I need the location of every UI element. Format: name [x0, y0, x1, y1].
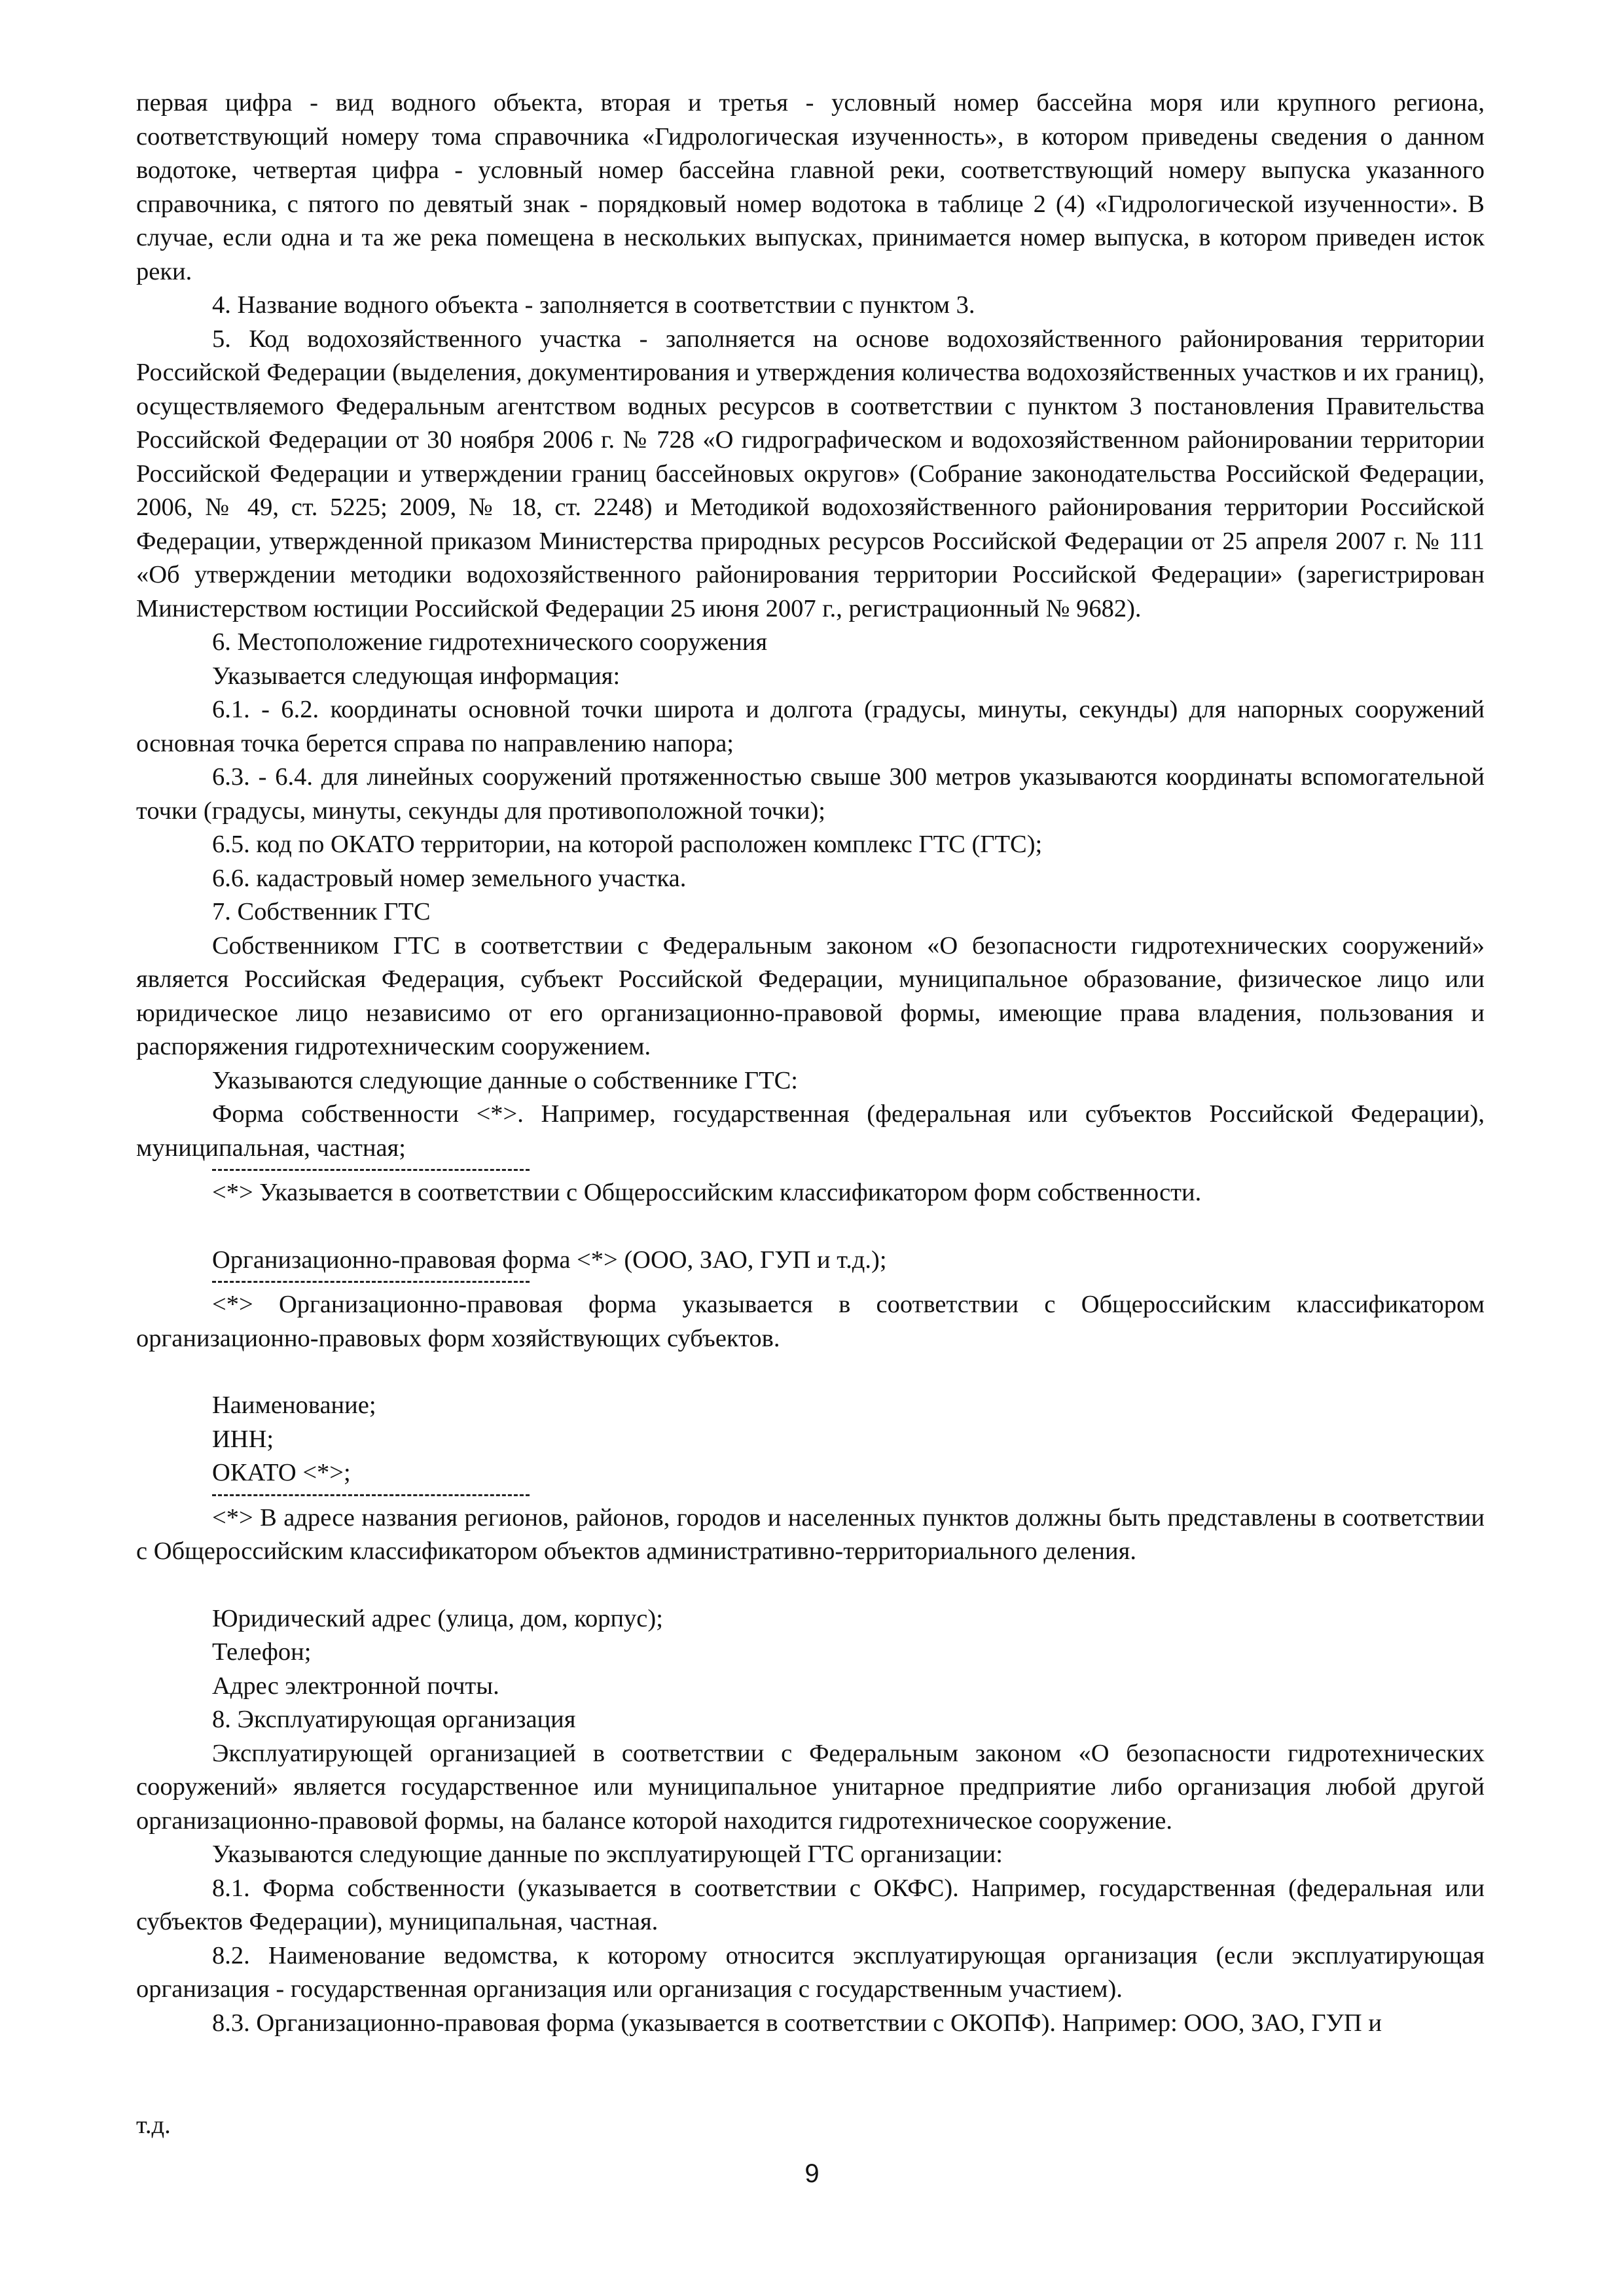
paragraph-item-4: 4. Название водного объекта - заполняется в соответствии с пунктом 3. — [212, 291, 975, 319]
paragraph-email: Адрес электронной почты. — [212, 1672, 499, 1700]
paragraph-operator-definition: Эксплуатирующей организацией в соответствии с Федеральным законом «О безопасности гидротехнических сооружений» является государственное или муниципальное унитарное предприятие либо организация любой другой организационно-правовой формы, на балансе которой находится гидротехническое сооружение. — [136, 1739, 1485, 1835]
paragraph-item-6-1-6-2: 6.1. - 6.2. координаты основной точки широта и долгота (градусы, минуты, секунды) для напорных сооружений основная точка берется справа по направлению напора; — [136, 696, 1485, 757]
paragraph-item-6-5: 6.5. код по ОКАТО территории, на которой расположен комплекс ГТС (ГТС); — [212, 831, 1043, 858]
paragraph-item-8-1: 8.1. Форма собственности (указывается в соответствии с ОКФС). Например, государственная (федеральная или субъектов Федерации), муниципальная, частная. — [136, 1874, 1485, 1935]
paragraph-owner-definition: Собственником ГТС в соответствии с Федеральным законом «О безопасности гидротехнических сооружений» является Российская Федерация, субъект Российской Федерации, муниципальное образование, физическое лицо или юридическое лицо независимо от его организационно-правовой формы, имеющие права владения, пользования и распоряжения гидротехническим сооружением. — [136, 931, 1485, 1060]
paragraph-code-digits: первая цифра - вид водного объекта, вторая и третья - условный номер бассейна моря или крупного региона, соответствующий номеру тома справочника «Гидрологическая изученность», в котором приведены сведения о данном водотоке, четвертая цифра - условный номер бассейна главной реки, соответствующий номеру выпуска указанного справочника, с пятого по девятый знак - порядковый номер водотока в таблице 2 (4) «Гидрологической изученности». В случае, если одна и та же река помещена в нескольких выпусках, принимается номер выпуска, в котором приведен исток реки. — [136, 89, 1485, 285]
paragraph-ownership-form: Форма собственности <*>. Например, государственная (федеральная или субъектов Российской Федерации), муниципальная, частная; — [136, 1100, 1485, 1162]
footnote-separator — [212, 1281, 530, 1283]
paragraph-item-6-3-6-4: 6.3. - 6.4. для линейных сооружений протяженностью свыше 300 метров указываются координаты вспомогательной точки (градусы, минуты, секунды для противоположной точки); — [136, 763, 1485, 825]
footnote-address-classifier: <*> В адресе названия регионов, районов, городов и населенных пунктов должны быть представлены в соответствии с Общероссийским классификатором объектов административно-территориального деления. — [136, 1503, 1485, 1565]
paragraph-item-7-heading: 7. Собственник ГТС — [212, 898, 431, 925]
paragraph-item-6-6: 6.6. кадастровый номер земельного участка. — [212, 864, 687, 892]
paragraph-phone: Телефон; — [212, 1638, 312, 1666]
paragraph-owner-data-intro: Указываются следующие данные о собственнике ГТС: — [212, 1066, 798, 1094]
spacer — [136, 1210, 1485, 1244]
paragraph-item-5: 5. Код водохозяйственного участка - заполняется на основе водохозяйственного районирования территории Российской Федерации (выделения, документирования и утверждения количества водохозяйственных участков и их границ), осуществляемого Федеральным агентством водных ресурсов в соответствии с пунктом 3 постановления Правительства Российской Федерации от 30 ноября 2006 г. № 728 «О гидрографическом и водохозяйственном районировании территории Российской Федерации и утверждении границ бассейновых округов» (Собрание законодательства Российской Федерации, 2006, № 49, ст. 5225; 2009, № 18, ст. 2248) и Методикой водохозяйственного районирования территории Российской Федерации, утвержденной приказом Министерства природных ресурсов Российской Федерации от 25 апреля 2007 г. № 111 «Об утверждении методики водохозяйственного районирования территории Российской Федерации» (зарегистрирован Министерством юстиции Российской Федерации 25 июня 2007 г., регистрационный № 9682). — [136, 325, 1485, 622]
footnote-separator — [212, 1169, 530, 1171]
paragraph-item-6-intro: Указывается следующая информация: — [212, 662, 621, 690]
paragraph-legal-form: Организационно-правовая форма <*> (ООО, ЗАО, ГУП и т.д.); — [212, 1246, 887, 1274]
paragraph-owner-inn: ИНН; — [212, 1425, 274, 1453]
continued-text: т.д. — [136, 2111, 171, 2139]
paragraph-item-8-heading: 8. Эксплуатирующая организация — [212, 1706, 576, 1733]
paragraph-owner-okato: ОКАТО <*>; — [212, 1459, 351, 1486]
spacer — [136, 1569, 1485, 1602]
page-number: 9 — [804, 2159, 820, 2188]
footnote-separator — [212, 1494, 530, 1496]
paragraph-owner-name: Наименование; — [212, 1391, 376, 1419]
paragraph-item-6-heading: 6. Местоположение гидротехнического сооружения — [212, 628, 768, 656]
paragraph-item-8-2: 8.2. Наименование ведомства, к которому относится эксплуатирующая организация (если эксплуатирующая организация - государственная организация или организация с государственным участием). — [136, 1941, 1485, 2003]
footnote-ownership-form: <*> Указывается в соответствии с Общероссийским классификатором форм собственности. — [212, 1179, 1202, 1206]
paragraph-operator-data-intro: Указываются следующие данные по эксплуатирующей ГТС организации: — [212, 1840, 1003, 1868]
paragraph-legal-address: Юридический адрес (улица, дом, корпус); — [212, 1604, 663, 1632]
paragraph-item-8-3: 8.3. Организационно-правовая форма (указывается в соответствии с ОКОПФ). Например: ООО, ЗАО, ГУП и — [212, 2009, 1382, 2037]
document-body — [136, 86, 1485, 2040]
spacer — [136, 1355, 1485, 1389]
footnote-legal-form: <*> Организационно-правовая форма указывается в соответствии с Общероссийским классификатором организационно-правовых форм хозяйствующих субъектов. — [136, 1291, 1485, 1352]
